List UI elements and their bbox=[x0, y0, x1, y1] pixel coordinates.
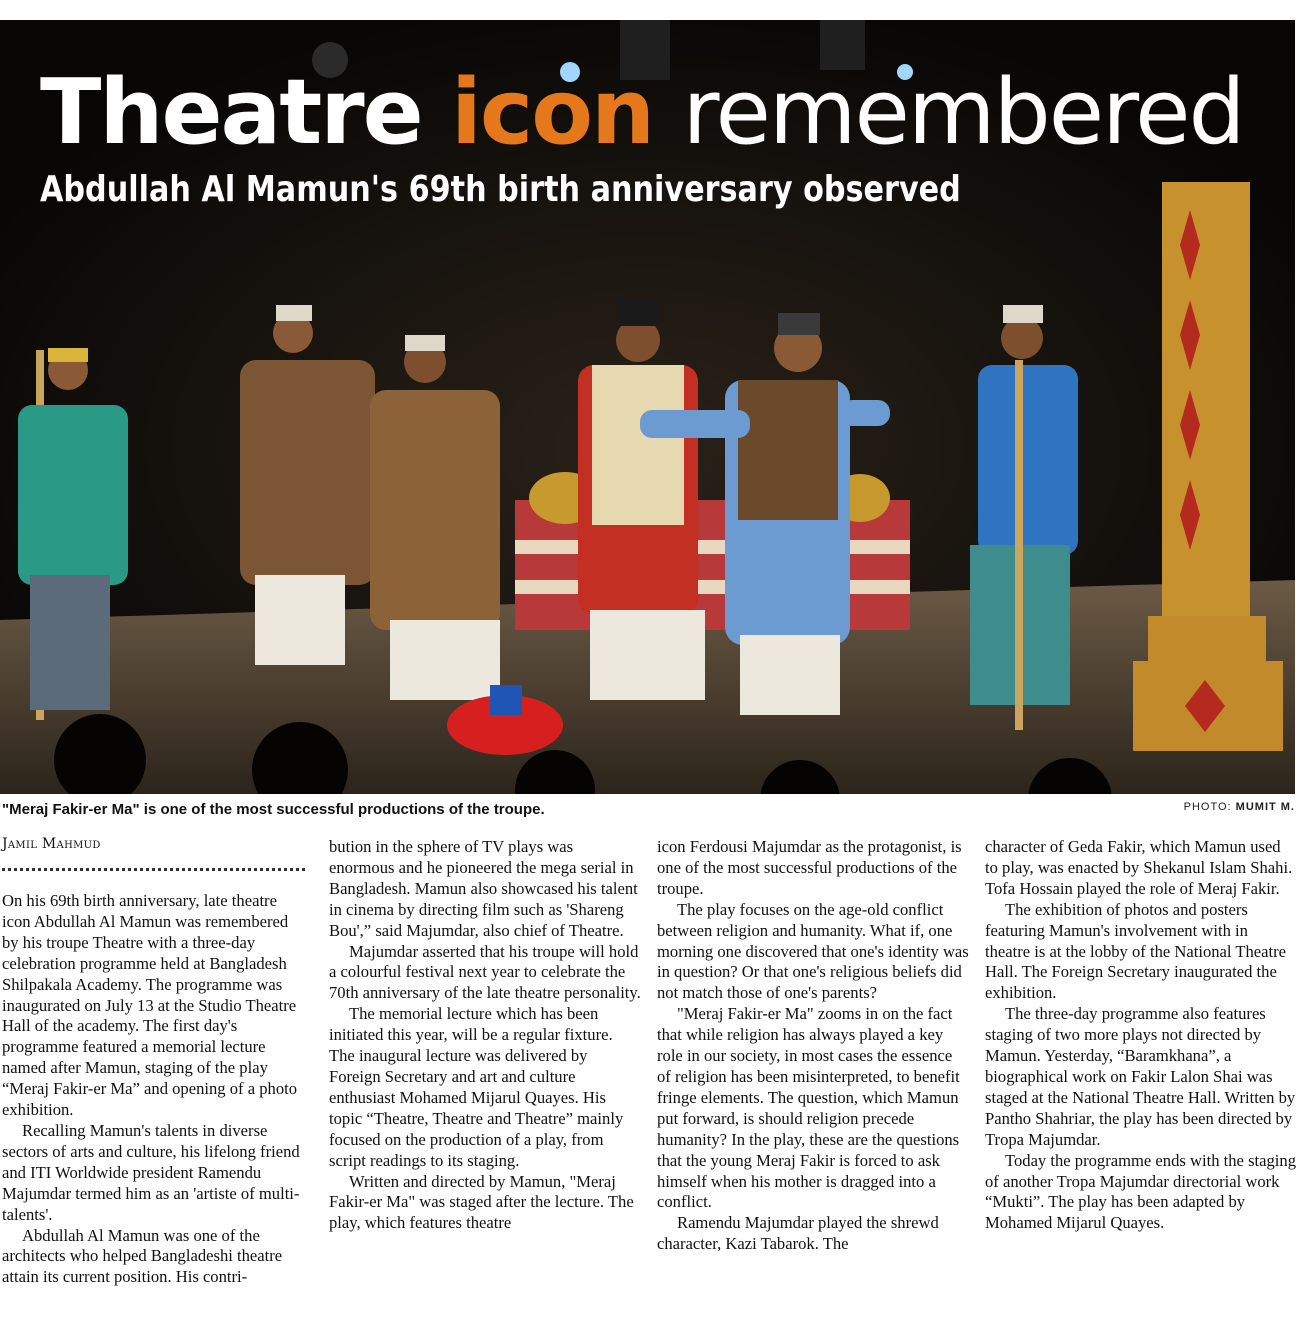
headline-word-remembered: remembered bbox=[682, 60, 1244, 165]
column-3-paragraph: icon Ferdousi Majumdar as the protagonist, is one of the most successful productions of the troupe. bbox=[657, 837, 962, 898]
byline: Jamil Mahmud bbox=[2, 836, 101, 852]
headline bbox=[40, 58, 1244, 168]
subheadline: Abdullah Al Mamun's 69th birth anniversary observed bbox=[40, 169, 961, 210]
photo-credit-name: MUMIT M. bbox=[1235, 801, 1295, 813]
article-column-2 bbox=[329, 837, 641, 1234]
column-4-paragraph: The exhibition of photos and posters featuring Mamun's involvement with in theatre is at the lobby of the National Theatre Hall. The Foreign Secretary inaugurated the exhibition. bbox=[985, 899, 1287, 1003]
column-3-paragraph: "Meraj Fakir-er Ma" zooms in on the fact that while religion has always played a key role in our society, in most cases the essence of religion has been misinterpreted, to benefit fringe elements. The question, which Mamun put forward, is should religion precede humanity? In the play, these are the questions that the young Meraj Fakir is forced to ask himself when his mother is dragged into a conflict. bbox=[657, 1004, 960, 1212]
column-4-paragraph: character of Geda Fakir, which Mamun used to play, was enacted by Shekanul Islam Shahi. Tofa Hossain played the role of Meraj Fakir. bbox=[985, 837, 1293, 898]
article-column-3 bbox=[657, 837, 969, 1255]
headline-word-icon: icon bbox=[451, 60, 654, 165]
column-4-paragraph: The three-day programme also features staging of two more plays not directed by Mamun. Yesterday, “Baramkhana”, a biographical work on Fakir Lalon Shai was staged at the National Theatre Hall. Written by Pantho Shahriar, the play has been directed by Tropa Majumdar. bbox=[985, 1004, 1296, 1149]
column-2-paragraph: Majumdar asserted that his troupe will hold a colourful festival next year to celebrate the 70th anniversary of the late theatre personality. bbox=[329, 941, 641, 1003]
column-1-paragraph: On his 69th birth anniversary, late theatre icon Abdullah Al Mamun was remembered by his troupe Theatre with a three-day celebration programme held at Bangladesh Shilpakala Academy. The programme was inaugurated on July 13 at the Studio Theatre Hall of the academy. The first day's programme featured a memorial lecture named after Mamun, staging of the play “Meraj Fakir-er Ma” and opening of a photo exhibition. bbox=[2, 891, 298, 1120]
column-3-paragraph: Ramendu Majumdar played the shrewd character, Kazi Tabarok. The bbox=[657, 1213, 939, 1254]
article-column-1 bbox=[2, 891, 307, 1288]
column-2-paragraph: bution in the sphere of TV plays was enormous and he pioneered the mega serial in Bangladesh. Mamun also showcased his talent in cinema by directing film such as 'Shareng Bou',” said Majumdar, also chief of Theatre. bbox=[329, 837, 638, 940]
column-1-paragraph: Abdullah Al Mamun was one of the architects who helped Bangladeshi theatre attain its current position. His contri- bbox=[2, 1225, 283, 1287]
headline-word-theatre: Theatre bbox=[40, 60, 422, 165]
stage-photo bbox=[0, 20, 1295, 794]
photo-credit-label: PHOTO: bbox=[1183, 801, 1232, 813]
column-1-paragraph: Recalling Mamun's talents in diverse sectors of arts and culture, his lifelong friend and ITI Worldwide president Ramendu Majumdar termed him as an 'artiste of multi-talents'. bbox=[2, 1120, 300, 1224]
photo-caption: "Meraj Fakir-er Ma" is one of the most successful productions of the troupe. bbox=[2, 801, 545, 818]
byline-divider bbox=[2, 868, 305, 871]
column-4-paragraph: Today the programme ends with the staging of another Tropa Majumdar directorial work “Mukti”. The play has been adapted by Mohamed Mijarul Quayes. bbox=[985, 1150, 1297, 1233]
column-2-paragraph: Written and directed by Mamun, "Meraj Fakir-er Ma" was staged after the lecture. The play, which features theatre bbox=[329, 1171, 634, 1233]
column-2-paragraph: The memorial lecture which has been initiated this year, will be a regular fixture. The inaugural lecture was delivered by Foreign Secretary and art and culture enthusiast Mohamed Mijarul Quayes. His topic “Theatre, Theatre and Theatre” mainly focused on the production of a play, from script readings to its staging. bbox=[329, 1004, 624, 1170]
column-3-paragraph: The play focuses on the age-old conflict between religion and humanity. What if, one morning one discovered that one's identity was in question? Or that one's religious beliefs did not match those of one's parents? bbox=[657, 899, 969, 1003]
article-column-4 bbox=[985, 837, 1297, 1234]
photo-credit bbox=[1184, 801, 1295, 813]
